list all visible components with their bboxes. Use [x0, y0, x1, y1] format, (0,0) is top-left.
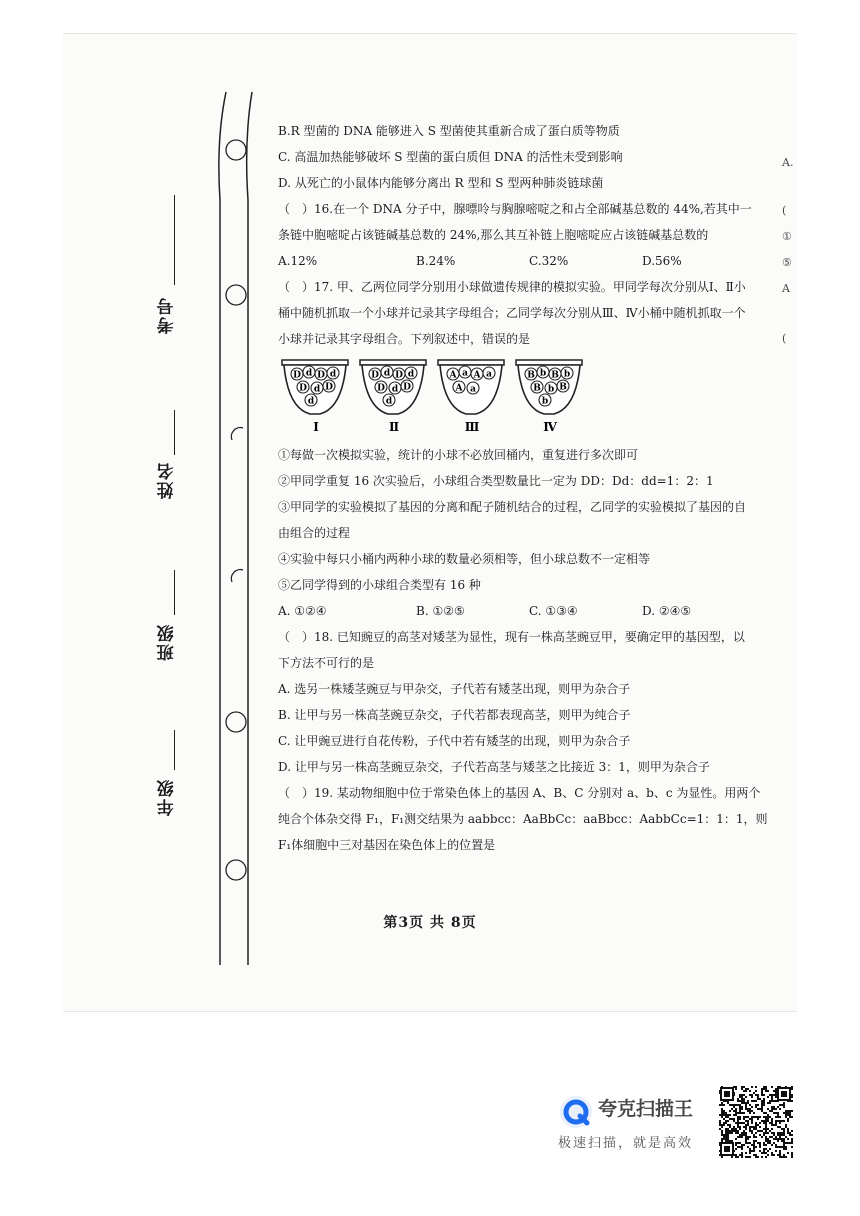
q18-stem: 下方法不可行的是 — [278, 656, 375, 670]
qr-code-icon — [719, 1086, 793, 1158]
label-name: 姓名 — [157, 461, 178, 499]
right-edge-text: ⑤ — [782, 256, 792, 269]
bucket-label: Ⅳ — [543, 420, 557, 434]
q17-stem: 桶中随机抓取一个小球并记录其字母组合；乙同学每次分别从Ⅲ、Ⅳ小桶中随机抓取一个 — [278, 306, 746, 320]
grade-line — [174, 730, 175, 770]
q18-stem: （ ）18. 已知豌豆的高茎对矮茎为显性，现有一株高茎豌豆甲，要确定甲的基因型，以 — [278, 630, 745, 644]
q17-statement: ④实验中每只小桶内两种小球的数量必须相等，但小球总数不一定相等 — [278, 552, 651, 566]
q17-stem: （ ）17. 甲、乙两位同学分别用小球做遗传规律的模拟实验。甲同学每次分别从Ⅰ、Ⅱ小 — [278, 280, 746, 294]
option-b: B. ①②⑤ — [416, 604, 465, 618]
q16-stem: 条链中胞嘧啶占该链碱基总数的 24%,那么其互补链上胞嘧啶应占该链碱基总数的 — [278, 228, 709, 242]
q19-stem: 纯合个体杂交得 F₁，F₁测交结果为 aabbcc：AaBbCc：aaBbcc：AabbCc=1：1：1，则 — [278, 812, 768, 826]
option-d: D. ②④⑤ — [642, 604, 692, 618]
ball-letter: D — [293, 370, 301, 381]
brand-name: 夸克扫描王 — [598, 1098, 694, 1120]
q18-option-b: B. 让甲与另一株高茎豌豆杂交，子代若都表现高茎，则甲为纯合子 — [278, 708, 631, 722]
option-c: C.32% — [529, 254, 569, 268]
label-exam-number: 考号 — [157, 296, 178, 334]
exam-number-line — [174, 195, 175, 285]
ball-letter: D — [377, 383, 385, 394]
ball-letter: B — [533, 383, 541, 394]
ball-letter: A — [455, 383, 463, 394]
q16-options — [278, 248, 768, 274]
bucket-label: Ⅲ — [464, 420, 480, 434]
ball-letter: d — [391, 384, 399, 395]
ball-letter: b — [547, 384, 555, 395]
question-content — [278, 118, 768, 858]
ball-letter: d — [305, 368, 313, 379]
bucket-figure — [278, 358, 768, 436]
q19-stem: F₁体细胞中三对基因在染色体上的位置是 — [278, 838, 496, 852]
option-d: D.56% — [642, 254, 682, 268]
ball-letter: d — [383, 368, 391, 379]
ball-letter: d — [313, 384, 321, 395]
ball-letter: D — [317, 370, 325, 381]
ball-letter: a — [462, 368, 468, 379]
ball-letter: a — [470, 384, 476, 395]
q16-stem: （ ）16.在一个 DNA 分子中，腺嘌呤与胸腺嘧啶之和占全部碱基总数的 44%,若其中一 — [278, 202, 752, 216]
bucket — [282, 360, 348, 434]
ball-letter: d — [329, 369, 337, 380]
ball-letter: d — [407, 369, 415, 380]
ball-letter: D — [325, 382, 333, 393]
name-line — [174, 410, 175, 455]
label-grade: 年级 — [157, 778, 178, 816]
q17-statement: ②甲同学重复 16 次实验后，小球组合类型数量比一定为 DD：Dd：dd=1：2：1 — [278, 474, 714, 488]
q17-statement: ③甲同学的实验模拟了基因的分离和配子随机结合的过程，乙同学的实验模拟了基因的自 — [278, 500, 747, 514]
page-number: 第3页 共 8页 — [383, 915, 477, 931]
q15-option-d: D. 从死亡的小鼠体内能够分离出 R 型和 S 型两种肺炎链球菌 — [278, 176, 604, 190]
ball-letter: D — [371, 370, 379, 381]
bucket — [516, 360, 582, 434]
q17-statement: ①每做一次模拟实验，统计的小球不必放回桶内，重复进行多次即可 — [278, 448, 639, 462]
label-class: 班级 — [157, 623, 178, 661]
option-b: B.24% — [416, 254, 456, 268]
bucket — [438, 360, 504, 434]
bucket-label: Ⅰ — [313, 420, 319, 434]
brand-slogan: 极速扫描，就是高效 — [558, 1136, 694, 1151]
ball-letter: b — [563, 369, 571, 380]
q19-stem: （ ）19. 某动物细胞中位于常染色体上的基因 A、B、C 分别对 a、b、c 为显性。用两个 — [278, 786, 761, 800]
q15-option-c: C. 高温加热能够破坏 S 型菌的蛋白质但 DNA 的活性未受到影响 — [278, 150, 623, 164]
option-a: A. ①②④ — [278, 604, 327, 618]
right-edge-text: A. — [782, 156, 794, 169]
ball-letter: D — [395, 370, 403, 381]
bucket-label: Ⅱ — [388, 420, 400, 434]
q18-option-d: D. 让甲与另一株高茎豌豆杂交，子代若高茎与矮茎之比接近 3：1，则甲为杂合子 — [278, 760, 710, 774]
right-edge-text: A — [782, 282, 790, 295]
q17-options — [278, 598, 768, 624]
q17-statement: ⑤乙同学得到的小球组合类型有 16 种 — [278, 578, 481, 592]
ball-letter: B — [551, 370, 559, 381]
q17-stem: 小球并记录其字母组合。下列叙述中，错误的是 — [278, 332, 531, 346]
option-c: C. ①③④ — [529, 604, 578, 618]
class-line — [174, 570, 175, 615]
q15-option-b: B.R 型菌的 DNA 能够进入 S 型菌使其重新合成了蛋白质等物质 — [278, 124, 620, 138]
right-edge-text: ( — [782, 332, 787, 345]
ball-letter: A — [473, 370, 481, 381]
quark-logo-icon — [558, 1094, 594, 1130]
ball-letter: D — [299, 383, 307, 394]
ball-letter: B — [527, 370, 535, 381]
ball-letter: a — [486, 369, 492, 380]
right-edge-text: ① — [782, 230, 792, 243]
bucket-diagram — [278, 358, 718, 436]
ball-letter: A — [449, 370, 457, 381]
q18-option-a: A. 选另一株矮茎豌豆与甲杂交，子代若有矮茎出现，则甲为杂合子 — [278, 682, 631, 696]
q18-option-c: C. 让甲豌豆进行自花传粉，子代中若有矮茎的出现，则甲为杂合子 — [278, 734, 631, 748]
ball-letter: d — [385, 396, 393, 407]
ball-letter: D — [403, 382, 411, 393]
ball-letter: B — [559, 382, 567, 393]
option-a: A.12% — [278, 254, 318, 268]
ball-letter: d — [307, 396, 315, 407]
ball-letter: b — [541, 396, 549, 407]
ball-letter: b — [539, 368, 547, 379]
q17-statement: 由组合的过程 — [278, 526, 351, 540]
bucket — [360, 360, 426, 434]
right-edge-text: ( — [782, 204, 787, 217]
